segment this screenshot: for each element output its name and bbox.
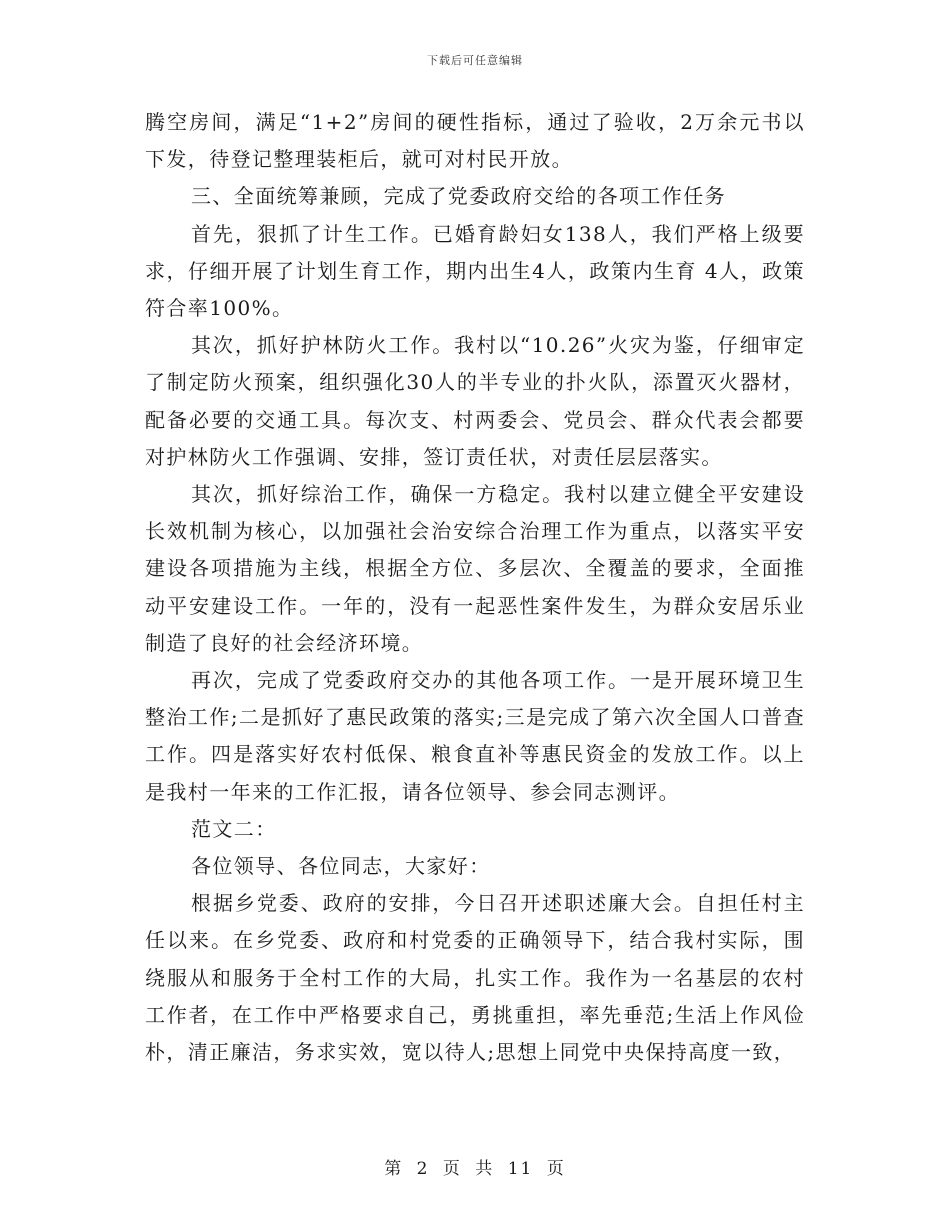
paragraph-family-planning: 首先，狠抓了计生工作。已婚育龄妇女138人，我们严格上级要求，仔细开展了计划生育工作，期内出生4人，政策内生育 4人，政策符合率100%。: [145, 221, 805, 321]
page-number: 第 2 页 共 11 页: [384, 1159, 566, 1179]
greeting: 各位领导、各位同志，大家好：: [191, 854, 491, 879]
paragraph-fire-prevention: 其次，抓好护林防火工作。我村以“10.26”火灾为鉴，仔细审定了制定防火预案，组织强化30人的半专业的扑火队，添置灭火器材，配备必要的交通工具。每次支、村两委会、党员会、群众代表会都要对护林防火工作强调、安排，签订责任状，对责任层层落实。: [145, 333, 805, 469]
paragraph-public-security: 其次，抓好综治工作，确保一方稳定。我村以建立健全平安建设长效机制为核心，以加强社会治安综合治理工作为重点，以落实平安建设各项措施为主线，根据全方位、多层次、全覆盖的要求，全面推动平安建设工作。一年的，没有一起恶性案件发生，为群众安居乐业制造了良好的社会经济环境。: [145, 482, 805, 655]
paragraph-other-work: 再次，完成了党委政府交办的其他各项工作。一是开展环境卫生整治工作;二是抓好了惠民政策的落实;三是完成了第六次全国人口普查工作。四是落实好农村低保、粮食直补等惠民资金的发放工作。以上是我村一年来的工作汇报，请各位领导、参会同志测评。: [145, 668, 805, 804]
page-header-note: 下载后可任意编辑: [427, 54, 523, 67]
paragraph-report-intro: 根据乡党委、政府的安排，今日召开述职述廉大会。自担任村主任以来。在乡党委、政府和村党委的正确领导下，结合我村实际，围绕服从和服务于全村工作的大局，扎实工作。我作为一名基层的农村工作者，在工作中严格要求自己，勇挑重担，率先垂范;生活上作风俭朴，清正廉洁，务求实效，宽以待人;思想上同党中央保持高度一致，: [145, 891, 805, 1065]
section-heading-3: 三、全面统筹兼顾，完成了党委政府交给的各项工作任务: [191, 184, 726, 209]
sample-two-label: 范文二：: [191, 816, 277, 841]
document-body: [145, 104, 805, 1071]
paragraph-1: 腾空房间，满足“1+2”房间的硬性指标，通过了验收，2万余元书以下发，待登记整理装柜后，就可对村民开放。: [145, 110, 805, 172]
